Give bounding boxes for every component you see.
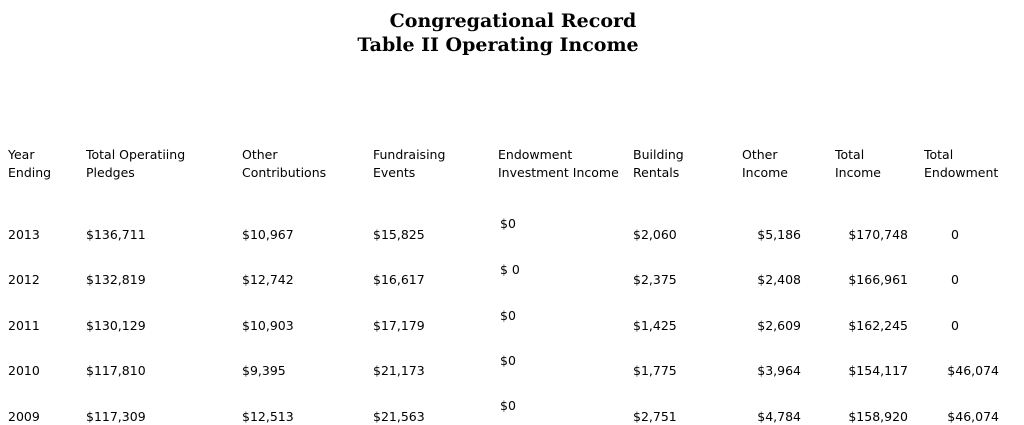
- column-header-line: Ending: [8, 165, 52, 180]
- table-cell-year-ending: 2009: [8, 409, 40, 424]
- table-cell-fundraising-events: $16,617: [373, 272, 425, 287]
- table-cell-other-contributions: $12,513: [242, 409, 294, 424]
- column-header-total-pledges: [86, 146, 185, 182]
- column-header-line: Income: [742, 165, 788, 180]
- table-cell-fundraising-events: $17,179: [373, 318, 425, 333]
- column-header-line: Fundraising: [373, 147, 446, 162]
- column-header-line: Other: [742, 147, 778, 162]
- column-header-line: Endowment: [498, 147, 573, 162]
- table-cell-fundraising-events: $15,825: [373, 227, 425, 242]
- table-cell-total-pledges: $130,129: [86, 318, 146, 333]
- table-cell-total-pledges: $117,810: [86, 363, 146, 378]
- column-header-other-income: [742, 146, 788, 182]
- column-header-line: Total Operatiing: [86, 147, 186, 162]
- table-cell-endowment-investment-income: $ 0: [500, 262, 520, 277]
- table-cell-total-income: $154,117: [848, 363, 908, 378]
- column-header-fundraising-events: [373, 146, 445, 182]
- column-header-line: Pledges: [86, 165, 135, 180]
- table-cell-total-endowment: 0: [951, 227, 959, 242]
- table-cell-building-rentals: $2,060: [633, 227, 677, 242]
- table-cell-other-contributions: $12,742: [242, 272, 294, 287]
- table-cell-year-ending: 2012: [8, 272, 40, 287]
- column-header-line: Total: [835, 147, 865, 162]
- table-cell-total-endowment: 0: [951, 272, 959, 287]
- table-cell-other-contributions: $9,395: [242, 363, 286, 378]
- column-header-line: Rentals: [633, 165, 680, 180]
- table-cell-total-endowment: 0: [951, 318, 959, 333]
- column-header-line: Building: [633, 147, 684, 162]
- table-cell-other-income: $3,964: [757, 363, 801, 378]
- column-header-year-ending: [8, 146, 51, 182]
- table-cell-endowment-investment-income: $0: [500, 308, 516, 323]
- table-cell-building-rentals: $2,751: [633, 409, 677, 424]
- column-header-endowment-investment-income: [498, 146, 619, 182]
- table-cell-endowment-investment-income: $0: [500, 398, 516, 413]
- column-header-total-income: [835, 146, 881, 182]
- column-header-line: Income: [835, 165, 881, 180]
- column-header-building-rentals: [633, 146, 684, 182]
- table-cell-total-endowment: $46,074: [947, 363, 999, 378]
- table-cell-total-income: $162,245: [848, 318, 908, 333]
- table-cell-fundraising-events: $21,173: [373, 363, 425, 378]
- column-header-line: Total: [924, 147, 954, 162]
- table-cell-total-income: $166,961: [848, 272, 908, 287]
- document-title: Congregational Record: [389, 10, 637, 32]
- table-cell-total-endowment: $46,074: [947, 409, 999, 424]
- table-cell-other-income: $2,609: [757, 318, 801, 333]
- column-header-line: Contributions: [242, 165, 327, 180]
- table-cell-other-contributions: $10,967: [242, 227, 294, 242]
- table-cell-total-pledges: $117,309: [86, 409, 146, 424]
- table-cell-year-ending: 2013: [8, 227, 40, 242]
- table-cell-other-contributions: $10,903: [242, 318, 294, 333]
- column-header-line: Events: [373, 165, 416, 180]
- table-cell-year-ending: 2011: [8, 318, 40, 333]
- table-cell-total-income: $158,920: [848, 409, 908, 424]
- column-header-total-endowment: [924, 146, 998, 182]
- table-cell-building-rentals: $1,425: [633, 318, 677, 333]
- table-cell-fundraising-events: $21,563: [373, 409, 425, 424]
- column-header-other-contributions: [242, 146, 326, 182]
- table-cell-other-income: $2,408: [757, 272, 801, 287]
- table-cell-building-rentals: $2,375: [633, 272, 677, 287]
- table-cell-other-income: $4,784: [757, 409, 801, 424]
- table-cell-year-ending: 2010: [8, 363, 40, 378]
- column-header-line: Endowment: [924, 165, 999, 180]
- table-cell-endowment-investment-income: $0: [500, 353, 516, 368]
- column-header-line: Year: [8, 147, 35, 162]
- table-cell-building-rentals: $1,775: [633, 363, 677, 378]
- column-header-line: Other: [242, 147, 278, 162]
- table-cell-other-income: $5,186: [757, 227, 801, 242]
- table-title: Table II Operating Income: [357, 34, 639, 56]
- table-cell-endowment-investment-income: $0: [500, 216, 516, 231]
- table-cell-total-pledges: $132,819: [86, 272, 146, 287]
- table-cell-total-pledges: $136,711: [86, 227, 146, 242]
- column-header-line: Investment Income: [498, 165, 619, 180]
- table-cell-total-income: $170,748: [848, 227, 908, 242]
